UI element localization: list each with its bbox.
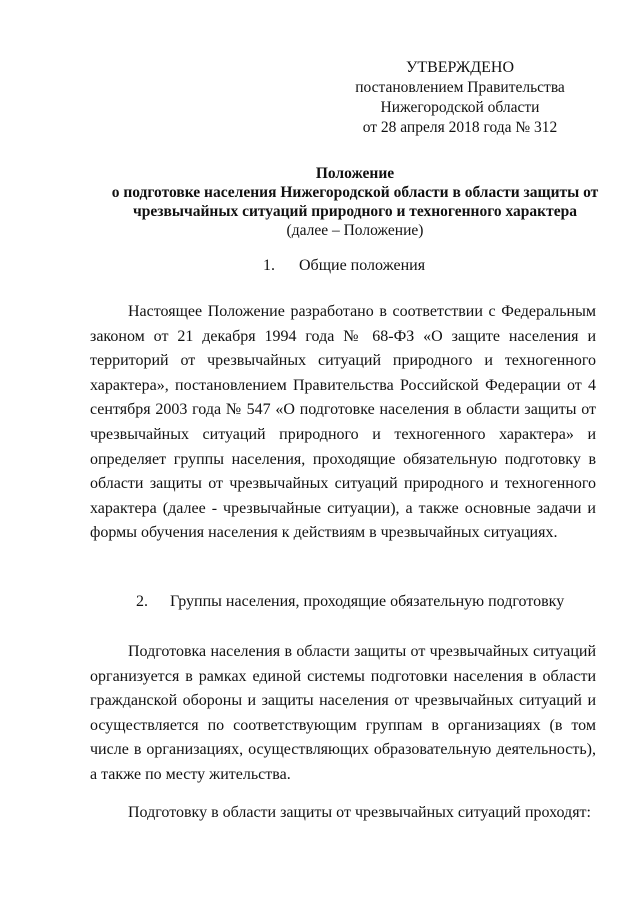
approval-line: от 28 апреля 2018 года № 312 [362, 119, 558, 136]
title-line: чрезвычайных ситуаций природного и техногенного характера [133, 203, 577, 220]
approval-line: Нижегородской области [380, 99, 540, 116]
paragraph: Подготовка населения в области защиты от чрезвычайных ситуаций организуется в рамках единой системы подготовки населения в области гражданской обороны и защиты населения от чрезвычайных ситуаций и осуществляется по соответствующим группам в организациях (в том числе в организациях, осуществляющих образовательную деятельность), а также по месту жительства. [90, 643, 596, 783]
section-heading-2 [136, 592, 564, 612]
section-title: Общие положения [299, 257, 426, 274]
paragraph: Подготовку в области защиты от чрезвычайных ситуаций проходят: [128, 804, 591, 821]
approval-title: УТВЕРЖДЕНО [405, 59, 514, 76]
title-note: (далее – Положение) [286, 222, 424, 239]
section-title: Группы населения, проходящие обязательную подготовку [170, 593, 565, 610]
section-heading-1 [263, 256, 425, 276]
approval-stamp [350, 58, 570, 138]
document-title [60, 164, 640, 240]
section-number: 2. [136, 593, 148, 610]
approval-line: постановлением Правительства [355, 79, 565, 96]
paragraph: Настоящее Положение разработано в соответствии с Федеральным законом от 21 декабря 1994 года № 68-ФЗ «О защите населения и территорий от чрезвычайных ситуаций природного и техногенного характера», постановлением Правительства Российской Федерации от 4 сентября 2003 года № 547 «О подготовке населения в области защиты от чрезвычайных ситуаций природного и техногенного характера» и определяет группы населения, проходящие обязательную подготовку в области защиты от чрезвычайных ситуаций природного и техногенного характера (далее - чрезвычайные ситуации), а также основные задачи и формы обучения населения к действиям в чрезвычайных ситуациях. [90, 303, 596, 542]
title-line: Положение [315, 165, 395, 182]
title-line: о подготовке населения Нижегородской области в области защиты от [111, 184, 599, 201]
section-number: 1. [263, 257, 275, 274]
